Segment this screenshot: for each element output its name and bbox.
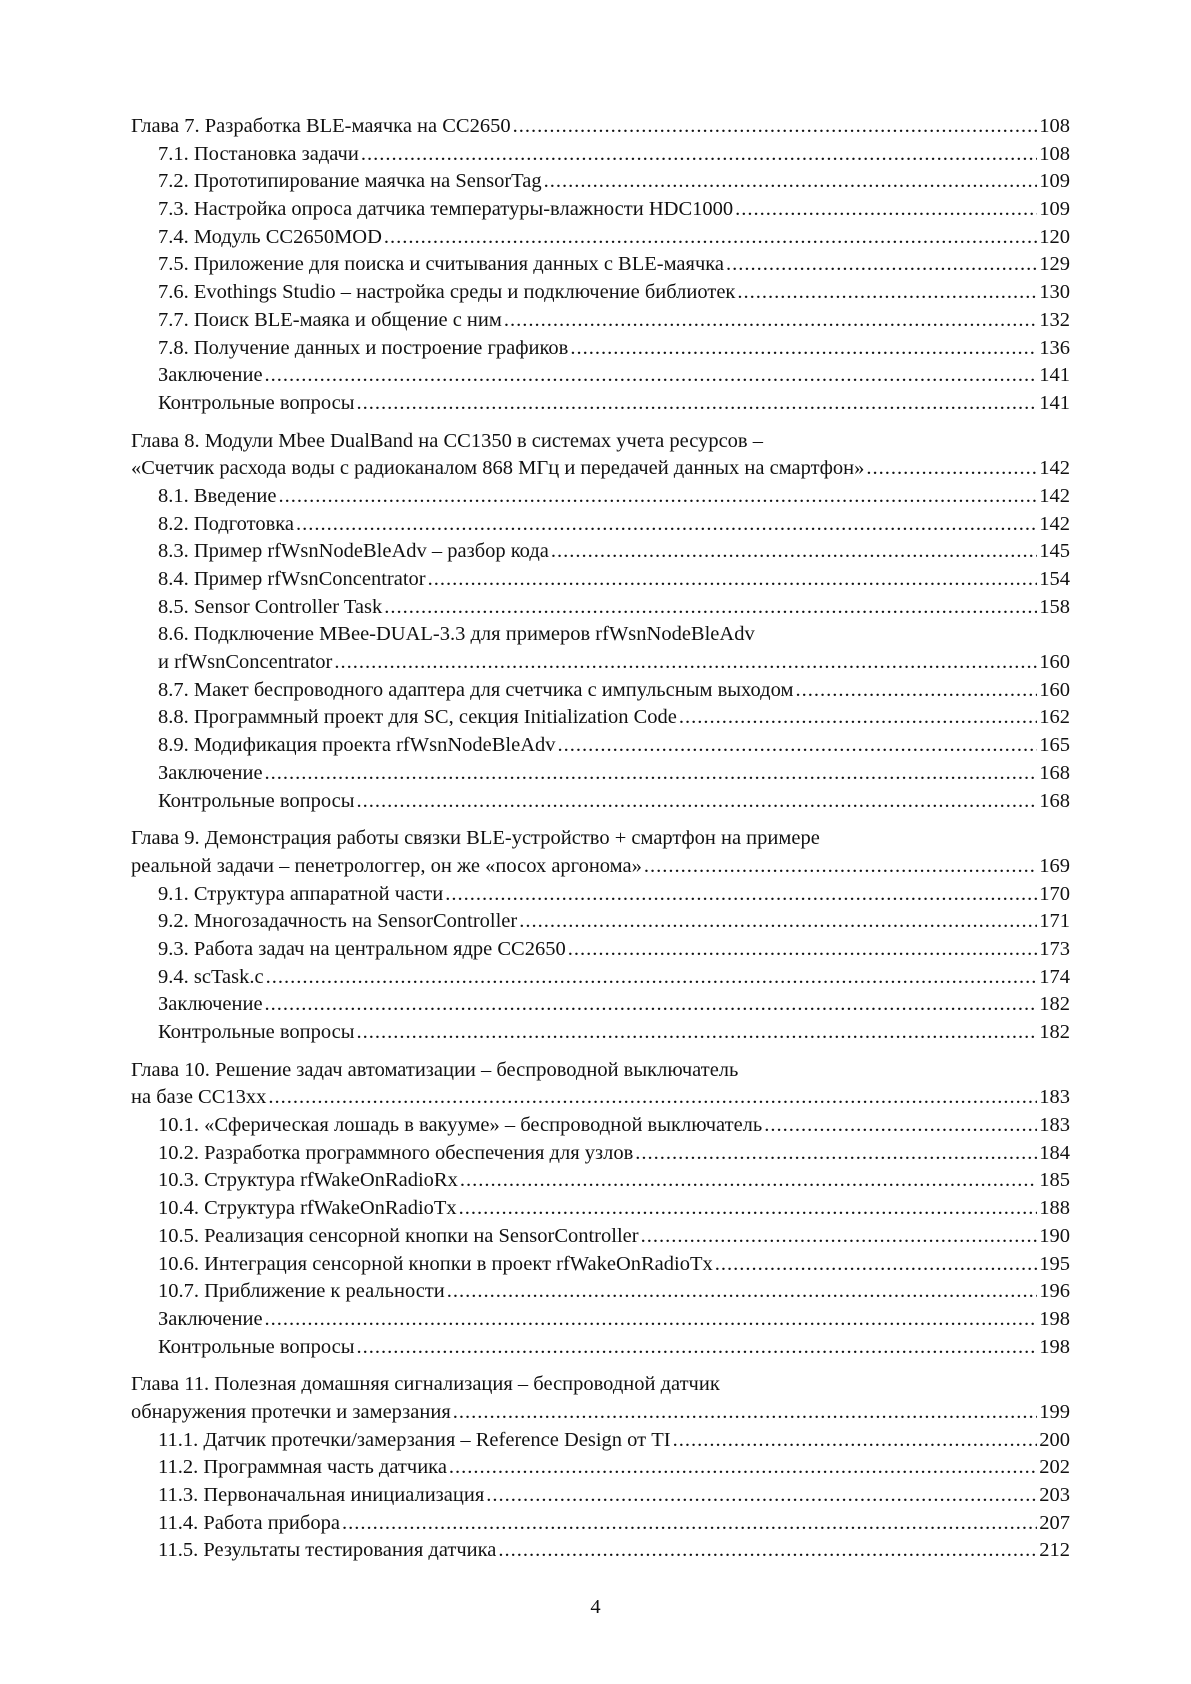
- entry-title: Контрольные вопросы: [158, 789, 355, 812]
- dot-leader: [737, 279, 1037, 307]
- toc-entry[interactable]: [131, 1223, 1070, 1251]
- page-ref: 188: [1039, 1197, 1070, 1220]
- entry-title: 7.6. Evothings Studio – настройка среды и подключение библиотек: [158, 281, 736, 304]
- toc-entry[interactable]: [131, 1334, 1070, 1362]
- toc-entry[interactable]: [131, 196, 1070, 224]
- entry-title: 8.1. Введение: [158, 484, 277, 507]
- dot-leader: [453, 1399, 1038, 1427]
- chapter-title: обнаружения протечки и замерзания: [131, 1400, 451, 1423]
- toc-entry[interactable]: [131, 511, 1070, 539]
- dot-leader: [498, 1537, 1037, 1565]
- dot-leader: [551, 538, 1037, 566]
- page-ref: 171: [1039, 910, 1070, 933]
- page-ref: 212: [1039, 1539, 1070, 1562]
- page-ref: 132: [1039, 308, 1070, 331]
- entry-title: 7.7. Поиск BLE-маяка и общение с ним: [158, 308, 502, 331]
- page-ref: 141: [1039, 364, 1070, 387]
- dot-leader: [384, 594, 1037, 622]
- page-ref: 200: [1039, 1428, 1070, 1451]
- toc-entry[interactable]: [131, 594, 1070, 622]
- entry-title: Заключение: [158, 1307, 263, 1330]
- dot-leader: [504, 307, 1037, 335]
- toc-entry[interactable]: [131, 1140, 1070, 1168]
- chapter-title: на базе СС13хх: [131, 1086, 267, 1109]
- entry-title: Контрольные вопросы: [158, 1335, 355, 1358]
- dot-leader: [449, 1454, 1037, 1482]
- toc-entry[interactable]: [131, 1112, 1070, 1140]
- dot-leader: [673, 1427, 1038, 1455]
- dot-leader: [265, 760, 1038, 788]
- toc-entry[interactable]: [131, 224, 1070, 252]
- entry-title: Контрольные вопросы: [158, 1021, 355, 1043]
- toc-entry[interactable]: [131, 538, 1070, 566]
- chapter-heading-line-1[interactable]: [131, 428, 1070, 456]
- entry-title: 7.4. Модуль CC2650MOD: [158, 225, 382, 248]
- chapter-heading-line-2[interactable]: [131, 853, 1070, 881]
- entry-title: 10.3. Структура rfWakeOnRadioRx: [158, 1169, 458, 1192]
- entry-title: 9.1. Структура аппаратной части: [158, 882, 444, 905]
- toc-entry[interactable]: [131, 279, 1070, 307]
- dot-leader: [764, 1112, 1037, 1140]
- dot-leader: [265, 1306, 1038, 1334]
- entry-title: 8.4. Пример rfWsnConcentrator: [158, 568, 426, 590]
- dot-leader: [513, 113, 1038, 141]
- toc-entry[interactable]: [131, 760, 1070, 788]
- page-ref: 142: [1039, 512, 1070, 535]
- page-ref: 203: [1039, 1484, 1070, 1506]
- entry-title: 11.1. Датчик протечки/замерзания – Reference Design от TI: [158, 1428, 671, 1451]
- toc-entry[interactable]: [131, 621, 1070, 649]
- dot-leader: [428, 566, 1038, 594]
- page-ref: 145: [1039, 540, 1070, 563]
- page-ref: 136: [1039, 336, 1070, 359]
- chapter-10: [131, 1057, 1070, 1362]
- page-ref: 199: [1039, 1400, 1070, 1423]
- toc-entry[interactable]: [131, 1195, 1070, 1223]
- entry-title: 8.9. Модификация проекта rfWsnNodeBleAdv: [158, 734, 556, 757]
- chapter-title: Глава 11. Полезная домашняя сигнализация – беспроводной датчик: [131, 1373, 720, 1396]
- toc-entry[interactable]: [131, 881, 1070, 909]
- dot-leader: [265, 991, 1038, 1019]
- dot-leader: [445, 881, 1037, 909]
- page-ref: 170: [1039, 882, 1070, 905]
- toc-entry[interactable]: [131, 1306, 1070, 1334]
- dot-leader: [357, 1019, 1038, 1047]
- entry-title: 10.2. Разработка программного обеспечения для узлов: [158, 1141, 634, 1164]
- entry-title: 7.8. Получение данных и построение графиков: [158, 336, 569, 359]
- page-ref: 168: [1039, 789, 1070, 812]
- toc-entry[interactable]: [131, 649, 1070, 677]
- dot-leader: [568, 936, 1038, 964]
- toc-entry[interactable]: [131, 390, 1070, 418]
- page-ref: 129: [1039, 253, 1070, 276]
- entry-title: 8.8. Программный проект для SC, секция Initialization Code: [158, 706, 677, 729]
- entry-title: Контрольные вопросы: [158, 391, 355, 414]
- chapter-heading-line-1[interactable]: [131, 1371, 1070, 1399]
- chapter-title: Глава 8. Модули Mbee DualBand на СС1350 в системах учета ресурсов –: [131, 429, 763, 452]
- page-ref: 196: [1039, 1280, 1070, 1303]
- toc-entry[interactable]: [131, 483, 1070, 511]
- page-ref: 142: [1039, 457, 1070, 480]
- chapter-heading-line-2[interactable]: [131, 1084, 1070, 1112]
- chapter-heading-line-1[interactable]: [131, 825, 1070, 853]
- page-ref: 169: [1039, 854, 1070, 877]
- chapter-11: [131, 1371, 1070, 1565]
- page-number: 4: [590, 1596, 601, 1618]
- toc-entry[interactable]: [131, 936, 1070, 964]
- page-ref: 154: [1039, 568, 1070, 590]
- chapter-8: [131, 428, 1070, 816]
- page-ref: 207: [1039, 1511, 1070, 1534]
- entry-title: 8.7. Макет беспроводного адаптера для счетчика с импульсным выходом: [158, 678, 794, 701]
- entry-title: 8.2. Подготовка: [158, 512, 295, 535]
- dot-leader: [296, 511, 1037, 539]
- entry-title: Заключение: [158, 993, 263, 1016]
- chapter-title: Глава 7. Разработка BLE-маячка на СС2650: [131, 115, 511, 137]
- dot-leader: [866, 455, 1037, 483]
- entry-title: 11.5. Результаты тестирования датчика: [158, 1539, 497, 1562]
- dot-leader: [726, 251, 1037, 279]
- entry-title: 7.1. Постановка задачи: [158, 142, 359, 165]
- page-ref: 202: [1039, 1456, 1070, 1479]
- toc-entry[interactable]: [131, 1278, 1070, 1306]
- entry-title: 11.2. Программная часть датчика: [158, 1456, 447, 1479]
- toc-entry[interactable]: [131, 908, 1070, 936]
- page-ref: 160: [1039, 678, 1070, 701]
- chapter-title: Глава 9. Демонстрация работы связки BLE-устройство + смартфон на примере: [131, 827, 820, 850]
- entry-title: 9.2. Многозадачность на SensorController: [158, 910, 518, 933]
- dot-leader: [334, 649, 1037, 677]
- dot-leader: [342, 1510, 1037, 1538]
- entry-title: 10.5. Реализация сенсорной кнопки на SensorController: [158, 1224, 639, 1247]
- page-ref: 198: [1039, 1307, 1070, 1330]
- toc-entry[interactable]: [131, 677, 1070, 705]
- chapter-heading-line-1[interactable]: [131, 1057, 1070, 1085]
- page-ref: 108: [1039, 115, 1070, 137]
- toc-entry[interactable]: [131, 1167, 1070, 1195]
- entry-title: 7.3. Настройка опроса датчика температуры-влажности HDC1000: [158, 198, 734, 221]
- dot-leader: [544, 168, 1038, 196]
- toc-entry[interactable]: [131, 1019, 1070, 1047]
- dot-leader: [268, 1084, 1037, 1112]
- dot-leader: [460, 1167, 1037, 1195]
- table-of-contents: [131, 113, 1070, 1575]
- entry-title: 7.2. Прототипирование маячка на SensorTag: [158, 170, 542, 193]
- dot-leader: [558, 732, 1038, 760]
- toc-entry[interactable]: [131, 566, 1070, 594]
- page-ref: 182: [1039, 1021, 1070, 1043]
- entry-title: 8.6. Подключение MBee-DUAL-3.3 для примеров rfWsnNodeBleAdv: [158, 623, 755, 646]
- chapter-title: реальной задачи – пенетрологгер, он же «посох аргонома»: [131, 854, 642, 877]
- page-ref: 120: [1039, 225, 1070, 248]
- chapter-heading-line-2[interactable]: [131, 1399, 1070, 1427]
- page-ref: 168: [1039, 761, 1070, 784]
- page-ref: 195: [1039, 1252, 1070, 1275]
- page-ref: 198: [1039, 1335, 1070, 1358]
- entry-title: 11.3. Первоначальная инициализация: [158, 1484, 485, 1506]
- chapter-title: «Счетчик расхода воды с радиоканалом 868 МГц и передачей данных на смартфон»: [131, 457, 865, 480]
- dot-leader: [679, 704, 1037, 732]
- toc-entry[interactable]: [131, 251, 1070, 279]
- page-ref: 130: [1039, 281, 1070, 304]
- entry-title: Заключение: [158, 761, 263, 784]
- dot-leader: [519, 908, 1037, 936]
- page-ref: 185: [1039, 1169, 1070, 1192]
- page-ref: 173: [1039, 937, 1070, 960]
- entry-title: 8.5. Sensor Controller Task: [158, 595, 383, 618]
- chapter-heading-line-2[interactable]: [131, 455, 1070, 483]
- toc-entry[interactable]: [131, 788, 1070, 816]
- entry-title: 8.3. Пример rfWsnNodeBleAdv – разбор кода: [158, 540, 549, 563]
- entry-title: 10.7. Приближение к реальности: [158, 1280, 445, 1303]
- page-ref: 158: [1039, 595, 1070, 618]
- chapter-heading[interactable]: [131, 113, 1070, 141]
- toc-entry[interactable]: [131, 141, 1070, 169]
- entry-title: 11.4. Работа прибора: [158, 1511, 340, 1534]
- toc-entry[interactable]: [131, 307, 1070, 335]
- dot-leader: [266, 964, 1038, 992]
- entry-title: 10.1. «Сферическая лошадь в вакууме» – беспроводной выключатель: [158, 1114, 763, 1137]
- dot-leader: [735, 196, 1037, 224]
- toc-entry[interactable]: [131, 732, 1070, 760]
- toc-entry[interactable]: [131, 1510, 1070, 1538]
- dot-leader: [635, 1140, 1037, 1168]
- entry-title: 10.6. Интеграция сенсорной кнопки в проект rfWakeOnRadioTx: [158, 1252, 713, 1275]
- dot-leader: [357, 788, 1038, 816]
- dot-leader: [459, 1195, 1038, 1223]
- page-ref: 184: [1039, 1141, 1070, 1164]
- page-ref: 142: [1039, 484, 1070, 507]
- toc-entry[interactable]: [131, 704, 1070, 732]
- page-ref: 165: [1039, 734, 1070, 757]
- dot-leader: [795, 677, 1037, 705]
- dot-leader: [357, 390, 1038, 418]
- page-ref: 109: [1039, 198, 1070, 221]
- toc-entry[interactable]: [131, 991, 1070, 1019]
- toc-entry[interactable]: [131, 964, 1070, 992]
- dot-leader: [361, 141, 1037, 169]
- page-ref: 190: [1039, 1224, 1070, 1247]
- dot-leader: [279, 483, 1038, 511]
- dot-leader: [644, 853, 1037, 881]
- dot-leader: [384, 224, 1037, 252]
- toc-entry[interactable]: [131, 362, 1070, 390]
- dot-leader: [447, 1278, 1038, 1306]
- entry-title: 10.4. Структура rfWakeOnRadioTx: [158, 1197, 457, 1220]
- entry-title: 7.5. Приложение для поиска и считывания данных с BLE-маячка: [158, 253, 725, 276]
- entry-title: Заключение: [158, 364, 263, 387]
- toc-entry[interactable]: [131, 1482, 1070, 1510]
- toc-entry[interactable]: [131, 168, 1070, 196]
- dot-leader: [265, 362, 1038, 390]
- toc-entry[interactable]: [131, 1427, 1070, 1455]
- toc-entry[interactable]: [131, 335, 1070, 363]
- page-ref: 160: [1039, 651, 1070, 674]
- page-ref: 109: [1039, 170, 1070, 193]
- page-ref: 183: [1039, 1114, 1070, 1137]
- toc-entry[interactable]: [131, 1537, 1070, 1565]
- toc-entry[interactable]: [131, 1251, 1070, 1279]
- chapter-9: [131, 825, 1070, 1047]
- page-ref: 174: [1039, 965, 1070, 988]
- dot-leader: [570, 335, 1037, 363]
- page-ref: 108: [1039, 142, 1070, 165]
- chapter-title: Глава 10. Решение задач автоматизации – беспроводной выключатель: [131, 1058, 739, 1081]
- entry-title: 9.3. Работа задач на центральном ядре СС2650: [158, 937, 566, 960]
- entry-title: 9.4. scTask.c: [158, 965, 264, 988]
- dot-leader: [641, 1223, 1038, 1251]
- page-ref: 141: [1039, 391, 1070, 414]
- page-ref: 183: [1039, 1086, 1070, 1109]
- dot-leader: [715, 1251, 1037, 1279]
- dot-leader: [486, 1482, 1037, 1510]
- entry-title: и rfWsnConcentrator: [158, 651, 333, 674]
- chapter-7: [131, 113, 1070, 418]
- dot-leader: [357, 1334, 1038, 1362]
- toc-entry[interactable]: [131, 1454, 1070, 1482]
- page-ref: 182: [1039, 993, 1070, 1016]
- page-ref: 162: [1039, 706, 1070, 729]
